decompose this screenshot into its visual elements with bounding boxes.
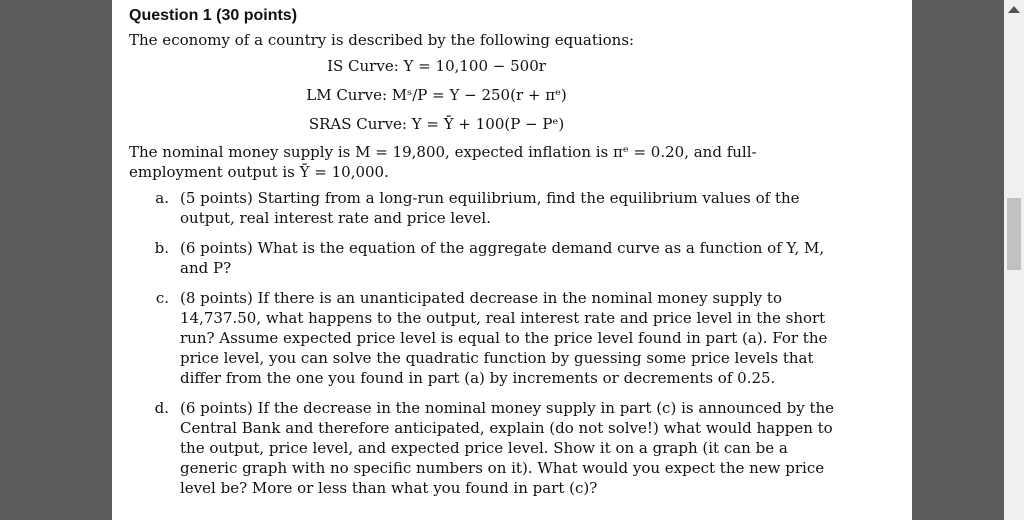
- part-letter: d.: [154, 399, 169, 417]
- part-text: (5 points) Starting from a long-run equilibrium, find the equilibrium values of the output, real interest rate and price level.: [180, 189, 800, 227]
- page-content: [129, 4, 899, 508]
- scroll-thumb[interactable]: [1007, 198, 1021, 270]
- part-b: [129, 238, 899, 278]
- part-letter: a.: [155, 189, 169, 207]
- scroll-up-arrow-icon[interactable]: [1008, 6, 1020, 13]
- question-title: Question 1 (30 points): [129, 7, 298, 24]
- part-a: [129, 188, 899, 228]
- part-text: (6 points) What is the equation of the aggregate demand curve as a function of Y, M, and P?: [180, 239, 825, 277]
- part-text: (6 points) If the decrease in the nominal money supply in part (c) is announced by the Central Bank and therefore anticipated, explain (do not solve!) what would happen to the output, price level, and expected price level. Show it on a graph (it can be a generic graph with no specific numbers on it). What would you expect the new price level be? More or less than what you found in part (c)?: [180, 399, 835, 497]
- part-d: [129, 398, 899, 498]
- part-letter: c.: [155, 289, 169, 307]
- is-curve-equation: IS Curve: Y = 10,100 − 500r: [327, 57, 546, 75]
- sras-curve-equation: SRAS Curve: Y = Ȳ + 100(P − Pᵉ): [308, 115, 565, 133]
- equations: [129, 52, 899, 139]
- document-page: [112, 0, 912, 520]
- part-c: [129, 288, 899, 388]
- part-letter: b.: [154, 239, 169, 257]
- part-text: (8 points) If there is an unanticipated decrease in the nominal money supply to 14,737.50, what happens to the output, real interest rate and price level in the short run? Assume expected price level is equal to the price level found in part (a). For the price level, you can solve the quadratic function by guessing some price levels that differ from the one you found in part (a) by increments or decrements of 0.25.: [180, 289, 828, 387]
- question-parts: [129, 188, 899, 498]
- lm-curve-equation: LM Curve: Mˢ/P = Y − 250(r + πᵉ): [306, 86, 567, 104]
- question-intro: The economy of a country is described by the following equations:: [129, 31, 635, 49]
- vertical-scrollbar[interactable]: [1004, 0, 1024, 520]
- given-values: The nominal money supply is M = 19,800, expected inflation is πᵉ = 0.20, and full-employment output is Ȳ = 10,000.: [129, 143, 757, 181]
